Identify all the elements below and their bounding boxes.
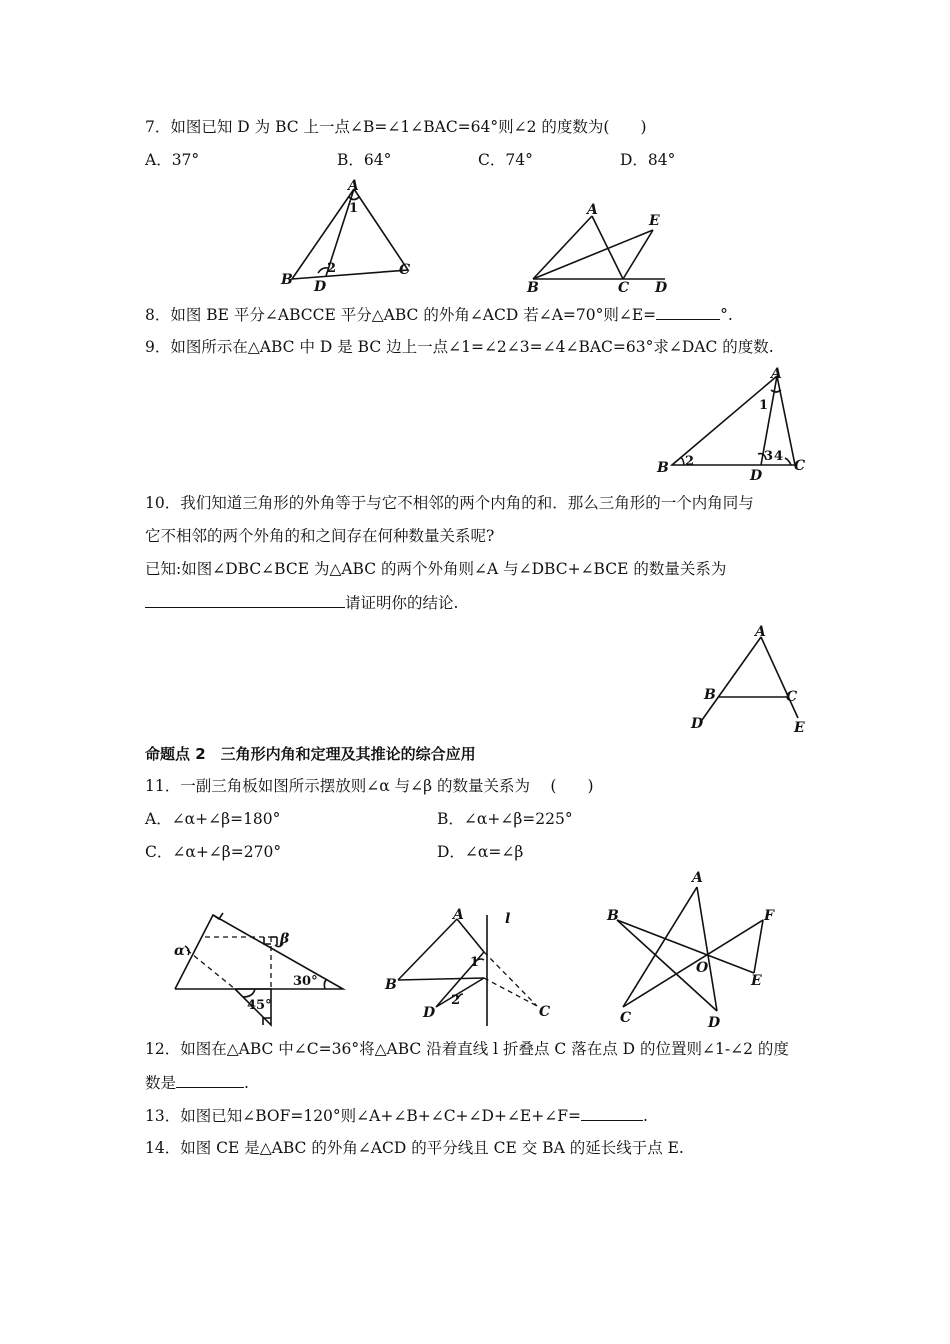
fig12-label-a: A xyxy=(453,907,464,923)
fig8-line-ce xyxy=(623,230,653,279)
fig9-label-1: 1 xyxy=(759,398,769,413)
fig12-label-d: D xyxy=(423,1005,436,1021)
q12-answer-blank[interactable] xyxy=(176,1072,244,1088)
fig11-label-beta: β xyxy=(280,931,290,947)
q10-line-3: 已知:如图∠DBC∠BCE 为△ABC 的两个外角则∠A 与∠DBC+∠BCE 的数量关系为 xyxy=(145,560,727,578)
fig9-label-c: C xyxy=(794,458,806,474)
fig10-label-c: C xyxy=(786,689,798,705)
section-heading: 命题点 2 三角形内角和定理及其推论的综合应用 xyxy=(145,745,476,763)
fig8-line-be xyxy=(533,230,653,279)
figure-q10 xyxy=(680,615,820,740)
q7-text: 7．如图已知 D 为 BC 上一点∠B=∠1∠BAC=64°则∠2 的度数为( ) xyxy=(145,118,647,136)
fig13-line-be xyxy=(617,920,754,973)
fig8-label-a: A xyxy=(587,202,598,218)
fig8-label-e: E xyxy=(649,213,660,229)
fig7-label-c: C xyxy=(399,262,411,278)
fig11-label-30: 30° xyxy=(293,974,318,989)
fig12-line-ab xyxy=(398,919,457,980)
fig12-line-b-fold xyxy=(398,978,484,980)
q10-answer-blank[interactable] xyxy=(145,592,345,608)
fig13-label-o: O xyxy=(696,960,709,976)
fig12-label-1: 1 xyxy=(470,955,480,970)
fig8-line-ab xyxy=(533,216,592,279)
figure-q8 xyxy=(520,200,680,295)
fig9-label-d: D xyxy=(750,468,763,484)
fig12-label-b: B xyxy=(385,977,397,993)
fig8-label-d: D xyxy=(655,280,668,296)
fig8-label-c: C xyxy=(618,280,630,296)
fig7-label-2: 2 xyxy=(327,261,337,276)
q9-text: 9．如图所示在△ABC 中 D 是 BC 边上一点∠1=∠2∠3=∠4∠BAC=63°求∠DAC 的度数. xyxy=(145,338,774,356)
fig13-label-b: B xyxy=(607,908,619,924)
q13-text: 13．如图已知∠BOF=120°则∠A+∠B+∠C+∠D+∠E+∠F= . xyxy=(145,1107,648,1125)
fig9-angle1-arc xyxy=(771,390,781,392)
fig10-line-ad xyxy=(702,637,761,720)
fig13-label-e: E xyxy=(751,973,762,989)
q8-text: 8．如图 BE 平分∠ABCCE 平分△ABC 的外角∠ACD 若∠A=70°则∠E= °. xyxy=(145,306,733,324)
fig9-angle4-arc xyxy=(785,458,791,465)
fig11-triangle-30 xyxy=(175,915,343,989)
fig11-right-angle-top xyxy=(213,913,223,919)
fig12-dash-to-c-1 xyxy=(484,952,537,1006)
q7-option-c: C．74° xyxy=(478,151,533,169)
q10-line-1: 10．我们知道三角形的外角等于与它不相邻的两个内角的和．那么三角形的一个内角同与 xyxy=(145,494,754,512)
fig9-label-2: 2 xyxy=(685,454,695,469)
fig10-label-b: B xyxy=(704,687,716,703)
q10-line-4: 请证明你的结论. xyxy=(145,592,458,613)
q14-text: 14．如图 CE 是△ABC 的外角∠ACD 的平分线且 CE 交 BA 的延长线于点 E. xyxy=(145,1139,684,1157)
fig11-label-45: 45° xyxy=(247,998,272,1013)
q10-line-2: 它不相邻的两个外角的和之间存在何种数量关系呢? xyxy=(145,527,495,545)
fig13-label-d: D xyxy=(708,1015,721,1031)
q7-option-d: D．84° xyxy=(620,151,676,169)
figure-q12 xyxy=(380,905,560,1030)
fig13-line-ad xyxy=(697,887,717,1011)
fig13-label-c: C xyxy=(620,1010,632,1026)
fig9-label-b: B xyxy=(657,460,669,476)
fig7-label-b: B xyxy=(281,272,293,288)
q11-option-c: C．∠α+∠β=270° xyxy=(145,843,282,861)
q11-option-d: D．∠α=∠β xyxy=(437,843,524,861)
fig9-label-3: 3 xyxy=(764,449,774,464)
fig7-angle1-arc xyxy=(349,197,359,200)
fig11-label-alpha: α xyxy=(174,943,185,959)
figure-q7 xyxy=(270,175,430,295)
fig7-label-d: D xyxy=(314,279,327,295)
fig11-right-angle-mid xyxy=(264,937,271,944)
fig10-label-a: A xyxy=(755,624,766,640)
fig13-label-a: A xyxy=(692,870,703,886)
fig13-line-fe xyxy=(754,920,763,973)
fig13-line-fc xyxy=(623,920,763,1007)
fig10-label-d: D xyxy=(691,716,704,732)
fig9-label-4: 4 xyxy=(774,449,784,464)
fig12-label-2: 2 xyxy=(451,993,461,1008)
fig7-label-a: A xyxy=(348,178,359,194)
q11-option-a: A．∠α+∠β=180° xyxy=(145,810,281,828)
fig7-label-1: 1 xyxy=(349,201,359,216)
figure-q13 xyxy=(600,865,785,1035)
q11-option-b: B．∠α+∠β=225° xyxy=(437,810,573,828)
q7-option-a: A．37° xyxy=(145,151,200,169)
fig11-45-arc xyxy=(243,989,255,997)
q12-line-2: 数是 . xyxy=(145,1074,249,1092)
q7-option-b: B．64° xyxy=(337,151,392,169)
q8-answer-blank[interactable] xyxy=(656,304,720,320)
q11-text: 11．一副三角板如图所示摆放则∠α 与∠β 的数量关系为 ( ) xyxy=(145,777,594,795)
fig12-dash-to-c-2 xyxy=(484,978,537,1006)
fig9-label-a: A xyxy=(771,366,782,382)
fig10-label-e: E xyxy=(794,720,805,736)
fig10-line-ae xyxy=(761,637,798,718)
q12-line-1: 12．如图在△ABC 中∠C=36°将△ABC 沿着直线 l 折叠点 C 落在点 D 的位置则∠1-∠2 的度 xyxy=(145,1040,789,1058)
fig13-label-f: F xyxy=(764,908,774,924)
figure-q9 xyxy=(650,362,820,482)
fig8-line-ac xyxy=(592,216,623,279)
q13-answer-blank[interactable] xyxy=(581,1105,643,1121)
fig8-label-b: B xyxy=(527,280,539,296)
fig12-line-a-fold xyxy=(457,919,484,952)
fig12-label-l: l xyxy=(505,911,511,927)
fig12-label-c: C xyxy=(539,1004,551,1020)
fig9-angle2-arc xyxy=(681,458,684,465)
fig11-dash-diagonal xyxy=(187,950,235,989)
figure-q11 xyxy=(165,905,350,1030)
